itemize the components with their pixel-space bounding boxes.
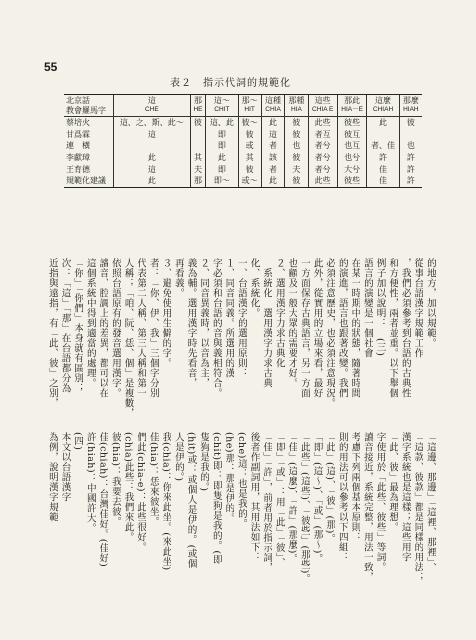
text-column: 「佳」(這麼)、「許」(那麼)。 — [286, 432, 298, 564]
table-header-cell — [64, 95, 113, 117]
text-column: 「這邊、那邊」「這裡、那裡」、 — [424, 432, 436, 573]
table-cell: 彼互 — [337, 129, 367, 141]
table-cell: 此些 — [308, 175, 337, 187]
table-caption: 表２ 指示代詞的規範化 — [170, 78, 291, 89]
header-zh: 那麼 — [402, 96, 419, 105]
table-cell: 這 — [113, 164, 190, 176]
text-column: (chit)即：即隻狗是我的。(即 — [210, 432, 222, 565]
text-column: 「此些」(這些)、「彼些」(那些)。 — [298, 432, 310, 584]
text-column: 一方面保存古典語言，另一方面 — [298, 258, 310, 398]
table-cell: 這 — [113, 129, 190, 141]
table-header-cell — [113, 95, 190, 117]
table-cell: 其 — [238, 152, 261, 164]
text-column: 和方便性，兩者並重。以下舉個 — [387, 258, 399, 398]
table-cell: 彼 — [285, 175, 308, 187]
table-cell: 這、之、斯、此〜 — [113, 117, 190, 129]
table-cell: 或〜 — [238, 175, 261, 187]
text-column: ，我們必須參考到台語的古典性 — [399, 258, 411, 398]
table-header-cell — [261, 95, 284, 117]
header-zh-secondary: 教會羅馬字 — [66, 105, 106, 115]
text-column: 再看義。 — [172, 258, 184, 298]
table-cell: 也兮 — [337, 152, 367, 164]
table-cell: 許 — [399, 152, 422, 164]
header-zh: 這〜 — [213, 96, 230, 105]
table-cell: 者互 — [308, 129, 337, 141]
table-cell: 彼 — [238, 164, 261, 176]
text-column: 許(hiah)：中國許大。 — [84, 432, 96, 534]
text-column: 讀音接近，系統完整，用法一致， — [361, 432, 373, 582]
table-cell: 許 — [399, 175, 422, 187]
header-romanization: HIT — [244, 105, 255, 113]
text-column: ２、選用漢字力求古典化 — [273, 258, 285, 368]
text-column: ２、同音異義時，以音為主， — [198, 258, 210, 388]
table-cell: 彼 — [190, 117, 206, 129]
table-row — [64, 164, 422, 176]
text-column: 次：「這」「那」在台語都分為 — [59, 258, 71, 394]
header-zh: 這 — [147, 96, 156, 105]
text-column: 在某一時期中的狀態，隨著時間 — [349, 258, 361, 398]
text-column: 這個系統中得到適當的處理。 — [84, 258, 96, 388]
table-row — [64, 152, 422, 164]
text-column: 們此(chia-e)：此些很好。 — [135, 432, 147, 552]
text-column: 人是伊的。) — [172, 432, 184, 482]
table-cell: 此 — [113, 175, 190, 187]
text-column: 的演進，語言也跟著改變。我們 — [336, 258, 348, 398]
table-cell: 此 — [367, 117, 399, 129]
table-cell: 那 — [190, 175, 206, 187]
text-column: 依照台語原有的發音選用漢字。 — [109, 258, 121, 398]
text-column: 「此、彼」最為理想。 — [387, 432, 399, 532]
text-column: 字使用於「此些、彼些」等詞。 — [374, 432, 386, 572]
table-cell: 彼些 — [337, 175, 367, 187]
text-column: (chia)此些：我們來此。 — [122, 432, 134, 543]
text-column: 彼(hia)：我要去彼。 — [109, 432, 121, 527]
table-cell: 也互 — [337, 140, 367, 152]
table-cell — [399, 129, 422, 141]
table-cell: 也 — [285, 140, 308, 152]
text-column: 字必須和台語的音與義相符合。 — [210, 258, 222, 398]
table-header-cell — [367, 95, 399, 117]
table-cell: 彼 — [399, 117, 422, 129]
table-row — [64, 175, 422, 187]
table-cell — [190, 129, 206, 141]
table-cell: 彼些 — [337, 117, 367, 129]
table-cell: 者 — [261, 140, 284, 152]
table-header-cell — [399, 95, 422, 117]
page-number: 55 — [44, 60, 58, 74]
table-cell: 或 — [238, 140, 261, 152]
table-cell: 其 — [190, 152, 206, 164]
text-column: 讀音、腔調上的差異，都可以在 — [97, 258, 109, 398]
table-cell: 此 — [261, 117, 284, 129]
table-cell: 彼〜 — [238, 117, 261, 129]
header-romanization: HIA－E — [341, 105, 363, 113]
header-zh: 那此 — [344, 96, 361, 105]
text-column: 則的用法可以參考以下四組： — [336, 432, 348, 562]
header-zh: 那 — [193, 96, 202, 105]
table-header-cell — [308, 95, 337, 117]
text-column: 一、台語漢字的選用原則： — [235, 258, 247, 378]
header-zh: 這麼 — [375, 96, 392, 105]
row-label: 蔡培火 — [66, 118, 90, 128]
table-cell: 這 — [261, 129, 284, 141]
row-label: 連 橫 — [66, 141, 90, 151]
text-column: １、同音同義。所選用的漢 — [223, 258, 235, 378]
table-row — [64, 117, 422, 129]
row-label: 王育德 — [66, 164, 90, 174]
table-cell: 許 — [367, 152, 399, 164]
table-cell: 者兮 — [308, 164, 337, 176]
header-romanization: HIA — [290, 105, 302, 113]
text-column: 「即」「或」：用「此」「彼」、 — [273, 432, 285, 568]
table-cell: 該 — [261, 152, 284, 164]
demonstrative-table — [64, 94, 422, 188]
text-column: 漢字系統也是這樣；這些用字 — [399, 432, 411, 562]
table-cell: 者、佳 — [367, 140, 399, 152]
text-column: 「佳」「許」，前者用於指示詞， — [261, 432, 273, 573]
text-column: 的地方，加以規範。 — [424, 258, 436, 348]
header-romanization: CHE — [144, 105, 159, 113]
text-column: 化、系統化。 — [248, 258, 260, 318]
text-column: 為例，說明漢字規範 — [46, 432, 58, 522]
header-zh: 這些 — [314, 96, 331, 105]
text-column: (四) — [72, 432, 84, 451]
text-column: 本文以台語漢字 — [59, 432, 71, 502]
header-zh: 這種 — [265, 96, 282, 105]
table-cell: 即 — [206, 129, 238, 141]
table-cell: 大兮 — [337, 164, 367, 176]
table-cell: 彼 — [285, 152, 308, 164]
table-cell: 夫 — [190, 164, 206, 176]
text-column: 後者作副詞用，其用法如下： — [248, 432, 260, 562]
text-column: 也顧及一般大眾的需要才好。 — [286, 258, 298, 388]
text-column: 人稱；「咱、阮、恁、個」是複數， — [122, 258, 134, 418]
text-column: 代表第二人稱、第三人稱和第一 — [135, 258, 147, 398]
text-column: (he)那：那是伊的。 — [223, 432, 235, 523]
header-romanization: CHIT — [214, 105, 230, 113]
table-header-cell — [206, 95, 238, 117]
table-cell: 此些 — [308, 117, 337, 129]
text-column: 例子加以說明： (三) — [374, 258, 386, 357]
table-row — [64, 140, 422, 152]
table-cell: 彼 — [285, 129, 308, 141]
table-cell — [367, 129, 399, 141]
header-zh: 那〜 — [241, 96, 258, 105]
table-cell — [113, 140, 190, 152]
table-cell: 即 — [206, 140, 238, 152]
table-header-cell — [337, 95, 367, 117]
header-romanization: CHIA E — [312, 105, 334, 113]
table-cell: 此 — [113, 152, 190, 164]
table-cell: 許 — [399, 164, 422, 176]
text-column: (hit)或：或個人是伊的。(或個 — [185, 432, 197, 569]
table-header-cell — [238, 95, 261, 117]
table-cell: 也 — [399, 140, 422, 152]
table-cell: 者兮 — [308, 152, 337, 164]
text-column: 「這款、彼款」都是同樣的用法； — [412, 432, 424, 582]
header-zh: 那種 — [288, 96, 305, 105]
text-column: 者：「你、伊、我」三個字分別 — [147, 258, 159, 398]
table-cell: 彼 — [238, 129, 261, 141]
text-column: 隻狗是我的。) — [198, 432, 210, 492]
table-cell: 佳 — [367, 164, 399, 176]
table-cell: 夫 — [285, 164, 308, 176]
text-column: (che)這：也是我的。 — [235, 432, 247, 529]
table-cell — [190, 140, 206, 152]
table-row — [64, 129, 422, 141]
header-romanization: CHIAH — [372, 105, 394, 113]
table-cell: 此 — [206, 152, 238, 164]
text-column: 「即」(這〜)、「或」(那〜)。 — [311, 432, 323, 564]
table-cell: 者兮 — [308, 140, 337, 152]
table-cell: 即〜 — [206, 175, 238, 187]
text-column: 「你」「你們」本身就有區別； — [72, 258, 84, 394]
row-label: 規範化建議 — [64, 175, 113, 187]
table-cell: 這、此 — [206, 117, 238, 129]
row-label: 李獻璋 — [66, 152, 90, 162]
header-romanization: HE — [193, 105, 203, 113]
header-romanization: CHIA — [265, 105, 281, 113]
table-cell: 者 — [261, 164, 284, 176]
text-column: ３、避免使用生僻的字。 — [160, 258, 172, 368]
text-column: 佳(hia)：恁來彼坐。 — [147, 432, 159, 527]
text-column: 此外，從實用的立場來看，最好 — [311, 258, 323, 398]
header-romanization: HIAH — [403, 105, 419, 113]
table-header-cell — [190, 95, 206, 117]
table-header-cell — [285, 95, 308, 117]
text-column: 「此」(這)、「彼」(那)。 — [324, 432, 336, 544]
text-column: 佳(chiah)：台灣佳好。(佳好) — [97, 432, 109, 568]
header-zh: 北京話 — [66, 96, 90, 105]
table-cell: 此 — [261, 175, 284, 187]
text-column: 近指與遠指，有「此、彼」之別， — [46, 258, 58, 408]
text-column: 系統化 選用漢字力求古典 — [261, 258, 273, 388]
text-column: 必須注意歷史，也必須注意現況。 — [324, 258, 336, 408]
text-column: 語言的演變是一個社會 — [361, 258, 373, 358]
row-label: 甘爲霖 — [66, 129, 90, 139]
text-column: 從事台語漢字規範工作 — [412, 258, 424, 358]
text-column: 我(chia)：你來此坐。(來此坐) — [160, 432, 172, 571]
text-column: 考慮下列兩個基本原則： — [349, 432, 361, 542]
table-cell: 彼 — [285, 117, 308, 129]
table-cell: 佳 — [367, 175, 399, 187]
text-column: 義為輔。選用漢字時先看音， — [185, 258, 197, 388]
table-cell: 即 — [206, 164, 238, 176]
